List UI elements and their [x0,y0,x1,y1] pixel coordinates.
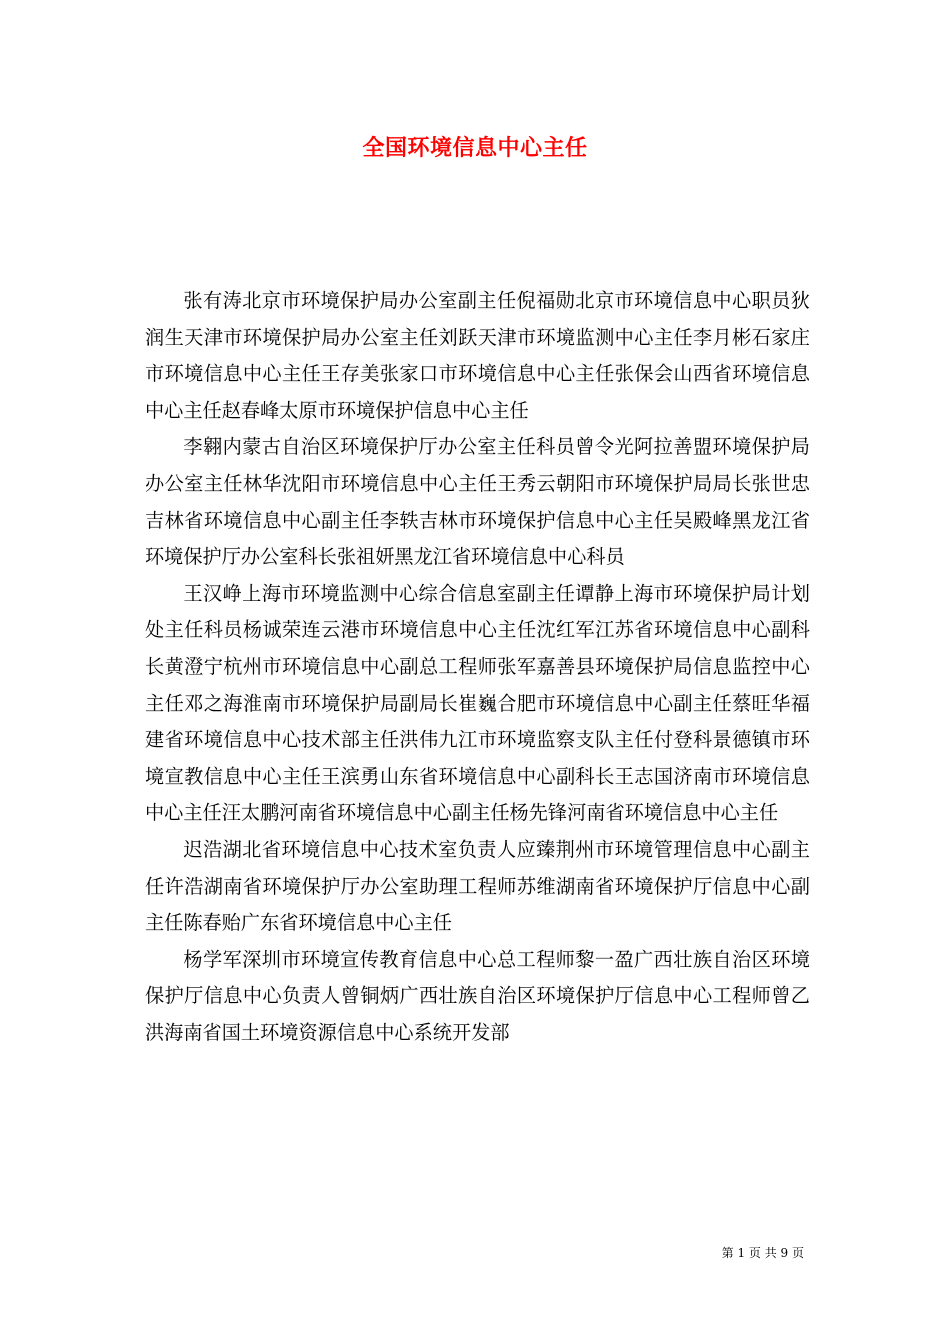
paragraph: 张有涛北京市环境保护局办公室副主任倪福勋北京市环境信息中心职员狄润生天津市环境保护局办公室主任刘跃天津市环境监测中心主任李月彬石家庄市环境信息中心主任王存美张家口市环境信息中心主任张保会山西省环境信息中心主任赵春峰太原市环境保护信息中心主任 [145,289,810,422]
paragraph: 王汉峥上海市环境监测中心综合信息室副主任谭静上海市环境保护局计划处主任科员杨诚荣连云港市环境信息中心主任沈红军江苏省环境信息中心副科长黄澄宁杭州市环境信息中心副总工程师张军嘉善县环境保护局信息监控中心主任邓之海淮南市环境保护局副局长崔巍合肥市环境信息中心副主任蔡旺华福建省环境信息中心技术部主任洪伟九江市环境监察支队主任付登科景德镇市环境宣教信息中心主任王滨勇山东省环境信息中心副科长王志国济南市环境信息中心主任汪太鹏河南省环境信息中心副主任杨先锋河南省环境信息中心主任 [145,581,810,825]
document-body [145,283,810,1051]
page-number: 第 1 页 共 9 页 [721,1246,804,1260]
document-title: 全国环境信息中心主任 [362,135,588,161]
paragraph: 李翱内蒙古自治区环境保护厅办公室主任科员曾令光阿拉善盟环境保护局办公室主任林华沈阳市环境信息中心主任王秀云朝阳市环境保护局局长张世忠吉林省环境信息中心副主任李轶吉林市环境保护信息中心主任吴殿峰黑龙江省环境保护厅办公室科长张祖妍黑龙江省环境信息中心科员 [145,435,810,569]
paragraph: 杨学军深圳市环境宣传教育信息中心总工程师黎一盈广西壮族自治区环境保护厅信息中心负责人曾铜炳广西壮族自治区环境保护厅信息中心工程师曾乙洪海南省国土环境资源信息中心系统开发部 [145,947,810,1044]
paragraph: 迟浩湖北省环境信息中心技术室负责人应臻荆州市环境管理信息中心副主任许浩湖南省环境保护厅办公室助理工程师苏维湖南省环境保护厅信息中心副主任陈春贻广东省环境信息中心主任 [145,837,810,935]
